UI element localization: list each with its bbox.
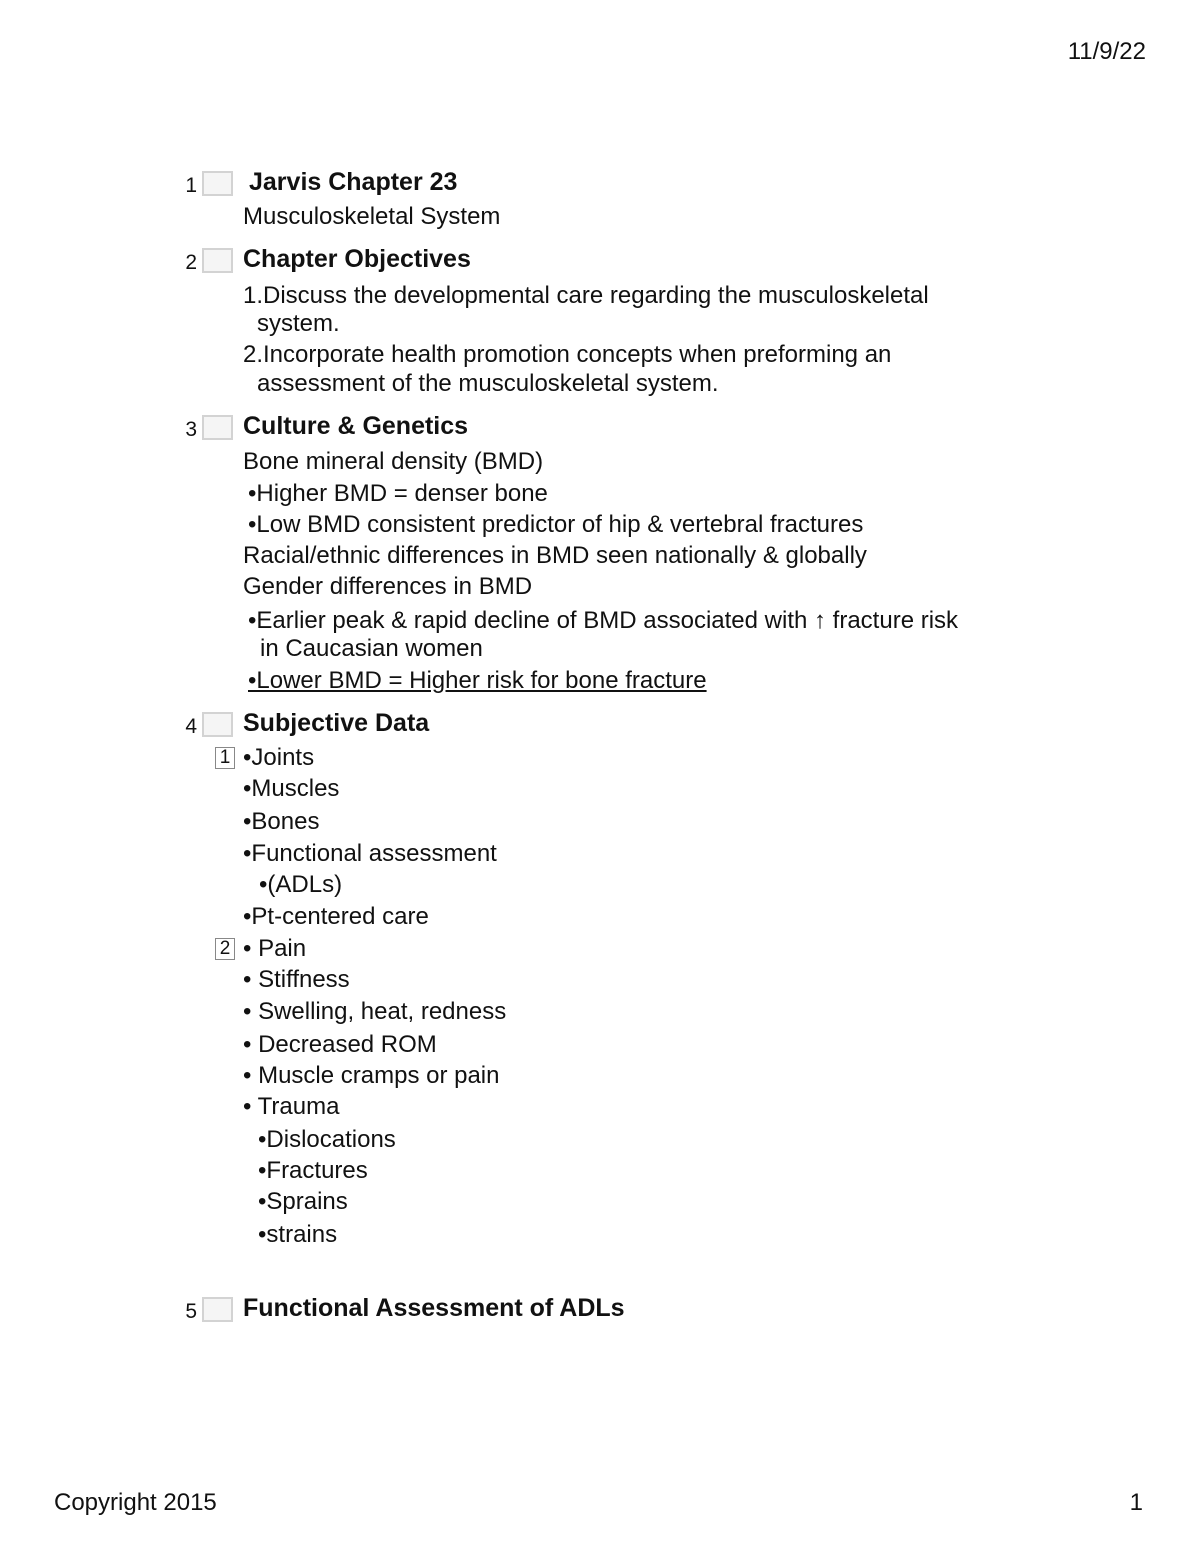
slide-number: 3 <box>185 418 197 441</box>
sub-column-marker: 1 <box>215 747 235 769</box>
slide-title: Jarvis Chapter 23 <box>249 168 458 196</box>
slide-bullet: •Dislocations <box>258 1126 396 1153</box>
slide-bullet: •Muscles <box>243 775 340 802</box>
slide-text: Gender differences in BMD <box>243 573 533 600</box>
slide-text: 2.Incorporate health promotion concepts when preforming an <box>243 341 892 368</box>
slide-bullet: • Swelling, heat, redness <box>243 998 507 1025</box>
slide-thumbnail <box>202 248 233 273</box>
slide-title: Functional Assessment of ADLs <box>243 1294 625 1322</box>
slide-bullet: •Pt-centered care <box>243 903 429 930</box>
slide-text: 1.Discuss the developmental care regarding the musculoskeletal <box>243 282 929 309</box>
slide-text: in Caucasian women <box>260 635 483 662</box>
slide-thumbnail <box>202 171 233 196</box>
slide-number: 1 <box>185 174 197 197</box>
slide-bullet: •Higher BMD = denser bone <box>248 480 548 507</box>
slide-number: 2 <box>185 251 197 274</box>
slide-thumbnail <box>202 712 233 737</box>
print-date: 11/9/22 <box>1067 38 1146 65</box>
slide-text: Bone mineral density (BMD) <box>243 448 544 475</box>
slide-bullet: • Trauma <box>243 1093 340 1120</box>
slide-thumbnail <box>202 415 233 440</box>
slide-bullet: •strains <box>258 1221 338 1248</box>
slide-bullet: •Sprains <box>258 1188 348 1215</box>
slide-bullet: •Fractures <box>258 1157 368 1184</box>
slide-bullet: •(ADLs) <box>259 871 343 898</box>
slide-bullet: • Stiffness <box>243 966 350 993</box>
slide-text: system. <box>257 310 340 337</box>
slide-bullet: •Earlier peak & rapid decline of BMD associated with ↑ fracture risk <box>248 607 959 634</box>
slide-title: Culture & Genetics <box>243 412 469 440</box>
slide-bullet: • Pain <box>243 935 307 962</box>
sub-column-marker: 2 <box>215 938 235 960</box>
slide-text: assessment of the musculoskeletal system. <box>257 370 719 397</box>
slide-bullet: •Joints <box>243 744 315 771</box>
slide-number: 5 <box>185 1300 197 1323</box>
page-number: 1 <box>1129 1489 1143 1516</box>
slide-bullet-underlined: •Lower BMD = Higher risk for bone fracture <box>248 667 707 694</box>
slide-title: Subjective Data <box>243 709 430 737</box>
slide-bullet: •Bones <box>243 808 320 835</box>
slide-bullet: •Functional assessment <box>243 840 497 867</box>
slide-thumbnail <box>202 1297 233 1322</box>
slide-text: Musculoskeletal System <box>243 203 501 230</box>
slide-bullet: • Muscle cramps or pain <box>243 1062 500 1089</box>
slide-bullet: • Decreased ROM <box>243 1031 437 1058</box>
copyright-text: Copyright 2015 <box>54 1489 217 1516</box>
slide-bullet: •Low BMD consistent predictor of hip & vertebral fractures <box>248 511 864 538</box>
slide-title: Chapter Objectives <box>243 245 471 273</box>
slide-text: Racial/ethnic differences in BMD seen nationally & globally <box>243 542 867 569</box>
slide-number: 4 <box>185 715 197 738</box>
